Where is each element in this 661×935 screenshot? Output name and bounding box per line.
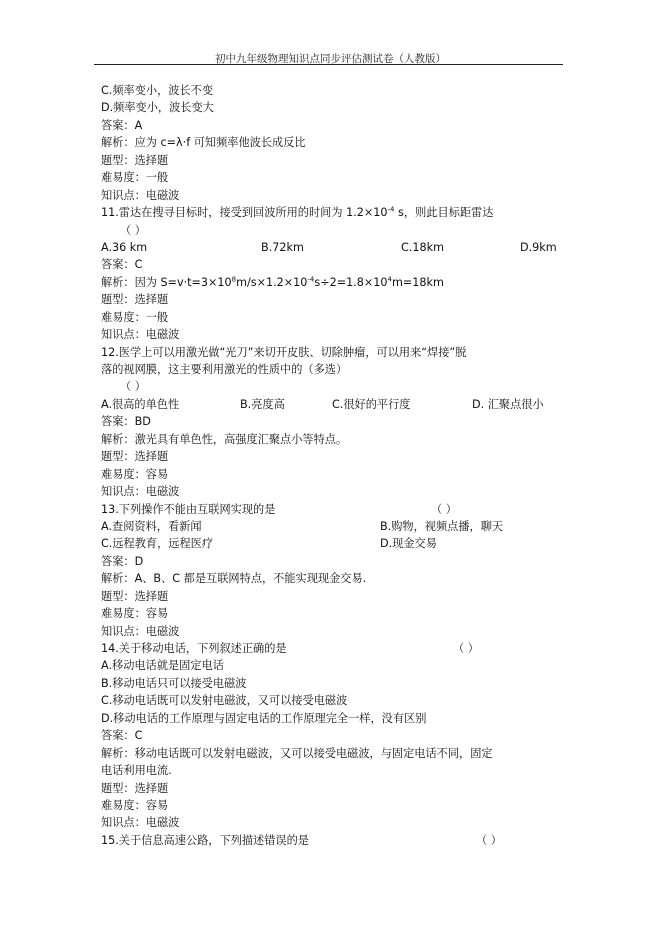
q12-option-a: A.很高的单色性: [101, 397, 180, 411]
q10-option-c: C.频率变小，波长不变: [101, 84, 214, 97]
q12-stem-line2: 落的视网膜，这主要利用激光的性质中的（多选）: [101, 363, 348, 376]
q11-analysis-c: s÷2=1.8×10: [314, 275, 388, 289]
q11-stem-text-a: 11.雷达在搜寻目标时，接受到回波所用的时间为 1.2×10: [101, 206, 388, 220]
q11-topic: 知识点：电磁波: [101, 328, 180, 342]
q12-option-c: C.很好的平行度: [332, 397, 411, 411]
q12-option-b: B.亮度高: [240, 397, 285, 411]
q12-topic: 知识点：电磁波: [101, 485, 180, 499]
q14-topic: 知识点：电磁波: [101, 816, 180, 830]
q11-analysis-a: 解析：因为 S=v·t=3×10: [101, 275, 232, 289]
q14-answer: 答案：C: [101, 729, 143, 743]
q11-answer: 答案：C: [101, 258, 143, 272]
q15-stem-line: [101, 832, 561, 849]
question-content: [101, 82, 561, 849]
q10-topic: 知识点：电磁波: [101, 188, 180, 202]
q12-stem-line1: 12.医学上可以用激光做“光刀”来切开皮肤、切除肿瘤，可以用来“焊接”脱: [101, 345, 467, 359]
q13-option-c: C.远程教育，远程医疗: [101, 537, 214, 551]
q13-answer: 答案：D: [101, 554, 144, 568]
q10-option-d: D.频率变小，波长变大: [101, 101, 214, 115]
q13-stem: 13.下列操作不能由互联网实现的是: [101, 502, 276, 516]
q12-paren-line: [101, 378, 561, 395]
q10-type: 题型：选择题: [101, 153, 169, 167]
q11-paren: （ ）: [120, 223, 146, 237]
q13-difficulty: 难易度：容易: [101, 607, 169, 621]
q14-type: 题型：选择题: [101, 781, 169, 795]
q14-difficulty: 难易度：容易: [101, 798, 169, 812]
q11-options: [101, 239, 561, 256]
q11-analysis: [101, 274, 561, 291]
q14-analysis-line2: 电话利用电流.: [101, 764, 172, 778]
q11-analysis-d: m=18km: [391, 275, 444, 289]
q11-analysis-b: m/s×1.2×10: [236, 275, 308, 289]
q13-analysis: 解析：A、B、C 都是互联网特点，不能实现现金交易.: [101, 572, 367, 586]
q14-option-c: C.移动电话既可以发射电磁波，又可以接受电磁波: [101, 694, 348, 708]
q11-option-a: A.36 km: [101, 240, 148, 254]
q10-analysis: 解析：应为 c=λ·f 可知频率他波长成反比: [101, 136, 306, 150]
q11-analysis-exp3: 4: [387, 275, 392, 284]
q13-option-d: D.现金交易: [380, 537, 437, 551]
q15-paren: （ ）: [476, 833, 502, 847]
q12-difficulty: 难易度：容易: [101, 467, 169, 481]
q12-answer: 答案：BD: [101, 415, 151, 429]
q12-paren: （ ）: [120, 380, 146, 394]
q14-stem: 14.关于移动电话，下列叙述正确的是: [101, 642, 287, 655]
q10-difficulty: 难易度：一般: [101, 171, 169, 185]
q15-stem: 15.关于信息高速公路，下列描述错误的是: [101, 833, 309, 847]
q11-option-c: C.18km: [401, 240, 444, 254]
header-rule: [94, 64, 563, 65]
q11-stem-exponent: -4: [387, 205, 395, 214]
q14-analysis-line1: 解析：移动电话既可以发射电磁波，又可以接受电磁波，与固定电话不同，固定: [101, 746, 493, 760]
q14-paren: （ ）: [453, 642, 479, 655]
q11-stem: [101, 204, 561, 221]
q12-analysis: 解析：激光具有单色性，高强度汇聚点小等特点。: [101, 432, 348, 446]
q13-options-cd: [101, 535, 561, 552]
q11-type: 题型：选择题: [101, 293, 169, 307]
q13-option-b: B.购物，视频点播，聊天: [380, 519, 504, 533]
q14-option-b: B.移动电话只可以接受电磁波: [101, 676, 247, 690]
q13-stem-line: [101, 501, 561, 518]
q13-paren: （ ）: [431, 502, 457, 516]
q11-option-d: D.9km: [520, 240, 557, 254]
q11-difficulty: 难易度：一般: [101, 310, 169, 324]
q11-analysis-exp1: 8: [231, 275, 237, 284]
q13-option-a: A.查阅资料，看新闻: [101, 519, 202, 533]
q14-stem-line: [101, 640, 561, 657]
q10-answer: 答案：A: [101, 118, 143, 132]
q14-option-a: A.移动电话就是固定电话: [101, 659, 224, 673]
q13-type: 题型：选择题: [101, 589, 169, 603]
q12-options: [101, 396, 561, 413]
q13-options-ab: [101, 518, 561, 535]
q13-topic: 知识点：电磁波: [101, 624, 180, 638]
page-header: 初中九年级物理知识点同步评估测试卷（人教版）: [215, 53, 446, 65]
q11-option-b: B.72km: [261, 240, 304, 254]
q11-paren-line: [101, 222, 561, 239]
q11-stem-text-b: s，则此目标距雷达: [394, 206, 494, 220]
q12-option-d: D. 汇聚点很小: [472, 397, 544, 411]
q14-option-d: D.移动电话的工作原理与固定电话的工作原理完全一样，没有区别: [101, 711, 427, 725]
q11-analysis-exp2: -4: [307, 275, 315, 284]
q12-type: 题型：选择题: [101, 450, 169, 464]
